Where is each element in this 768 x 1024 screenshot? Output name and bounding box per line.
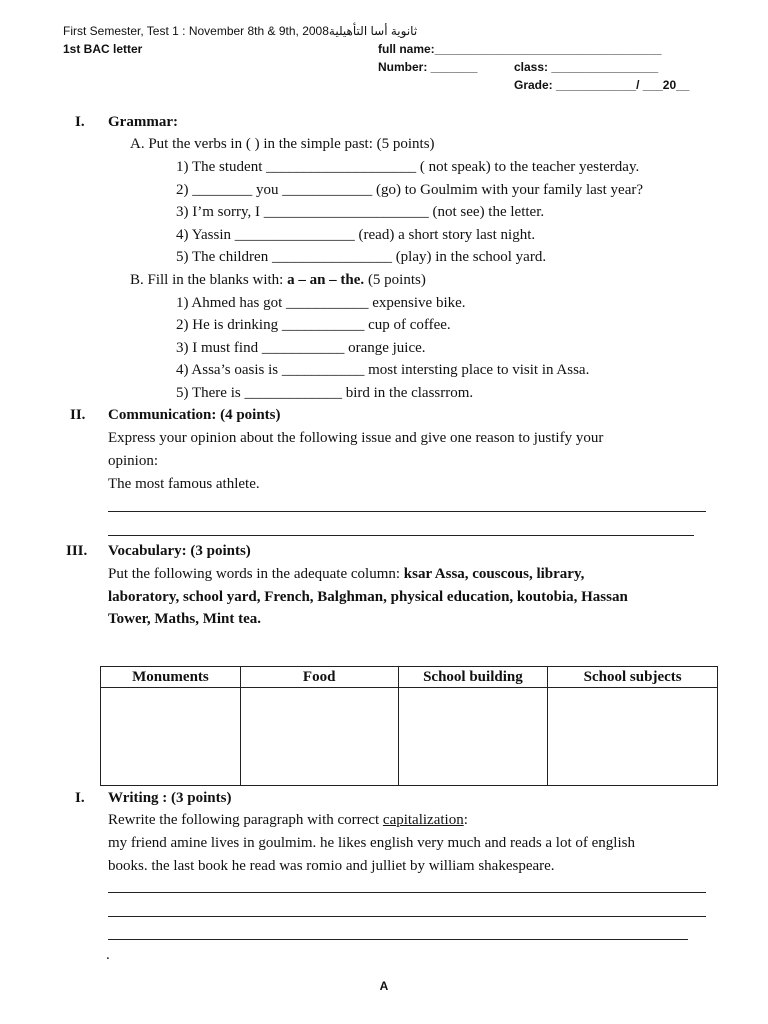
table-cell[interactable] [240,688,398,786]
answer-line [108,939,688,940]
writing-instruction [108,811,468,829]
section-title-communication: Communication: (4 points) [108,407,281,423]
list-item: 1) The student ____________________ ( not speak) to the teacher yesterday. [176,159,640,175]
section-title-vocabulary: Vocabulary: (3 points) [108,543,251,559]
list-item: 1) Ahmed has got ___________ expensive bike. [176,295,466,311]
vocabulary-intro: Put the following words in the adequate column: [108,566,404,582]
communication-prompt: Express your opinion about the following issue and give one reason to justify your [108,430,604,446]
table-cell[interactable] [101,688,241,786]
column-header: School building [398,667,548,688]
version-label: A [379,979,389,993]
class-field: class: ________________ [514,60,659,74]
answer-line [108,511,706,512]
list-item: 3) I’m sorry, I ______________________ (not see) the letter. [176,204,545,220]
answer-line [108,535,694,536]
table-cell[interactable] [398,688,548,786]
column-header: Monuments [101,667,241,688]
writing-instruction-post: : [463,812,468,828]
column-header: School subjects [548,667,718,688]
vocabulary-words: laboratory, school yard, French, Balghman, physical education, koutobia, Hassan [108,589,628,605]
list-item: 2) ________ you ____________ (go) to Goulmim with your family last year? [176,182,644,198]
writing-paragraph: books. the last book he read was romio and julliet by william shakespeare. [108,858,555,874]
list-item: 4) Yassin ________________ (read) a short story last night. [176,227,536,243]
grammar-b-points: (5 points) [364,272,426,288]
writing-instruction-pre: Rewrite the following paragraph with correct [108,812,383,828]
grade-field: Grade: ____________/ ___20__ [514,78,690,92]
class-level: 1st BAC letter [63,42,143,56]
vocabulary-table [100,666,718,786]
grammar-b-words: a – an – the. [287,272,365,288]
grammar-a-title: A. Put the verbs in ( ) in the simple past: (5 points) [130,136,435,152]
list-item: 4) Assa’s oasis is ___________ most intersting place to visit in Assa. [176,362,590,378]
vocabulary-instruction [108,565,584,583]
list-item: 5) There is _____________ bird in the classrrom. [176,385,474,401]
table-cell[interactable] [548,688,718,786]
writing-paragraph: my friend amine lives in goulmim. he likes english very much and reads a lot of english [108,835,635,851]
grammar-b-title [130,271,426,289]
section-title-grammar: Grammar: [108,114,178,130]
column-header: Food [240,667,398,688]
communication-prompt: opinion: [108,453,159,469]
full-name-field: full name:__________________________________ [378,42,662,56]
number-field: Number: _______ [378,60,478,74]
test-title: First Semester, Test 1 : November 8th & 9th, 2008ثانوية أسا التأهيلية [63,24,418,38]
section-number: III. [66,543,88,559]
list-item: 3) I must find ___________ orange juice. [176,340,426,356]
grammar-b-label: B. Fill in the blanks with: [130,272,288,288]
vocabulary-words: ksar Assa, couscous, library, [403,566,585,582]
section-number: I. [75,790,85,806]
list-item: 2) He is drinking ___________ cup of coffee. [176,317,451,333]
list-item: 5) The children ________________ (play) in the school yard. [176,249,547,265]
answer-line [108,916,706,917]
vocabulary-words: Tower, Maths, Mint tea. [108,611,262,627]
section-title-writing: Writing : (3 points) [108,790,232,806]
section-number: II. [70,407,86,423]
section-number: I. [75,114,85,130]
communication-topic: The most famous athlete. [108,476,260,492]
trailing-dot: . [106,947,110,963]
writing-instruction-keyword: capitalization [382,812,464,828]
answer-line [108,892,706,893]
